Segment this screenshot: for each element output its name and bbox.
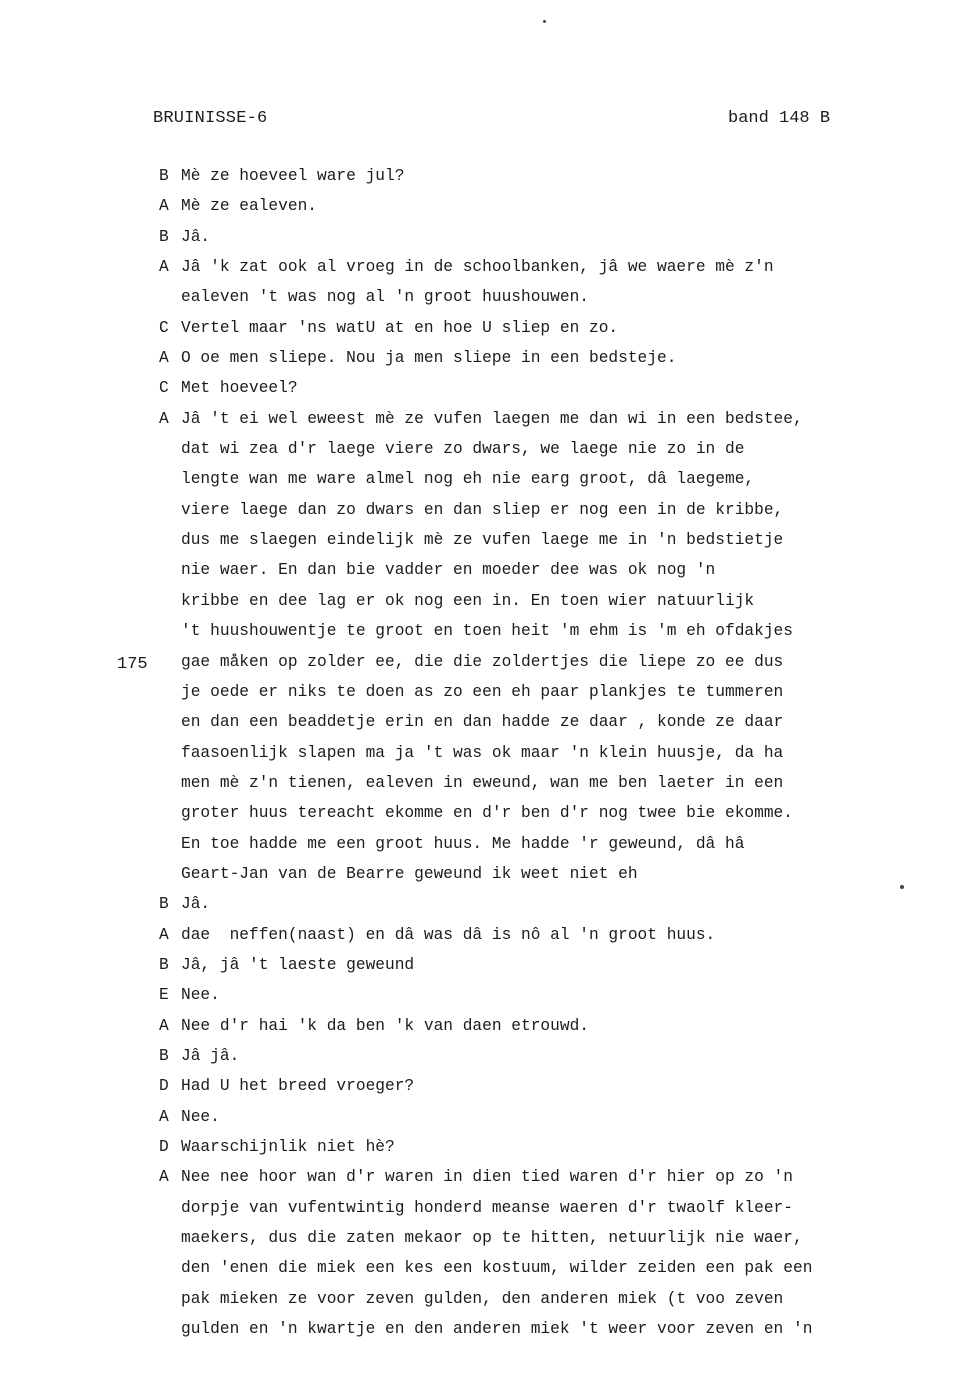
interview-transcript: [159, 164, 939, 1347]
transcript-line: [159, 862, 939, 892]
transcript-line: [159, 528, 939, 558]
utterance-text: den 'enen die miek een kes een kostuum, wilder zeiden een pak een: [181, 1259, 813, 1278]
transcript-line: [159, 710, 939, 740]
utterance-text: Nee d'r hai 'k da ben 'k van daen etrouwd.: [181, 1016, 589, 1035]
transcript-line: [159, 467, 939, 497]
utterance-text: Jâ jâ.: [181, 1046, 240, 1065]
transcript-line: [159, 407, 939, 437]
transcript-line: [159, 923, 939, 953]
speaker-label: A: [159, 409, 169, 428]
transcript-line: [159, 285, 939, 315]
transcript-line: [159, 1196, 939, 1226]
utterance-text: Nee.: [181, 986, 220, 1005]
speaker-label: A: [159, 925, 169, 944]
speaker-label: D: [159, 1077, 169, 1096]
document-id-header: BRUINISSE-6: [153, 109, 268, 128]
utterance-text: Nee.: [181, 1107, 220, 1126]
transcript-line: [159, 558, 939, 588]
utterance-text: men mè z'n tienen, ealeven in eweund, wan me ben laeter in een: [181, 773, 784, 792]
utterance-text: lengte wan me ware almel nog eh nie earg groot, dâ laegeme,: [181, 470, 755, 489]
transcript-line: [159, 650, 939, 680]
utterance-text: maekers, dus die zaten mekaor op te hitten, netuurlijk nie waer,: [181, 1229, 803, 1248]
speaker-label: C: [159, 318, 169, 337]
utterance-text: en dan een beaddetje erin en dan hadde ze daar , konde ze daar: [181, 713, 784, 732]
transcript-line: [159, 1226, 939, 1256]
utterance-text: Nee nee hoor wan d'r waren in dien tied waren d'r hier op zo 'n: [181, 1168, 793, 1187]
utterance-text: 't huushouwentje te groot en toen heit 'm ehm is 'm eh ofdakjes: [181, 622, 793, 641]
margin-line-number: 175: [117, 655, 148, 674]
paper-speck: [543, 20, 546, 23]
tape-number-header: band 148 B: [728, 109, 831, 128]
utterance-text: Waarschijnlik niet hè?: [181, 1138, 395, 1156]
utterance-text: dae neffen(naast) en dâ was dâ is nô al 'n groot huus.: [181, 925, 716, 944]
transcript-line: [159, 771, 939, 801]
transcript-line: [159, 1165, 939, 1195]
transcript-line: [159, 983, 939, 1013]
utterance-text: Jâ 't ei wel eweest mè ze vufen laegen me dan wi in een bedstee,: [181, 409, 803, 428]
speaker-label: A: [159, 1168, 169, 1187]
speaker-label: D: [159, 1138, 169, 1156]
utterance-text: pak mieken ze voor zeven gulden, den anderen miek (t voo zeven: [181, 1289, 784, 1308]
speaker-label: B: [159, 895, 169, 914]
transcript-line: [159, 1256, 939, 1286]
transcript-line: [159, 498, 939, 528]
utterance-text: gulden en 'n kwartje en den anderen miek 't weer voor zeven en 'n: [181, 1320, 813, 1339]
utterance-text: En toe hadde me een groot huus. Me hadde 'r geweund, dâ hâ: [181, 834, 745, 853]
transcript-line: [159, 1135, 939, 1165]
utterance-text: Jâ 'k zat ook al vroeg in de schoolbanken, jâ we waere mè z'n: [181, 258, 774, 277]
utterance-text: dat wi zea d'r laege viere zo dwars, we laege nie zo in de: [181, 440, 745, 459]
speaker-label: A: [159, 1107, 169, 1126]
speaker-label: A: [159, 258, 169, 277]
transcript-line: [159, 801, 939, 831]
speaker-label: B: [159, 1046, 169, 1065]
transcript-line: [159, 1014, 939, 1044]
utterance-text: Jâ.: [181, 895, 211, 914]
utterance-text: gae måken op zolder ee, die die zoldertjes die liepe zo ee dus: [181, 652, 784, 671]
transcript-line: [159, 1317, 939, 1347]
transcript-line: [159, 1044, 939, 1074]
transcript-line: [159, 346, 939, 376]
utterance-text: je oede er niks te doen as zo een eh paar plankjes te tummeren: [181, 682, 784, 701]
transcript-line: [159, 1287, 939, 1317]
transcript-line: [159, 619, 939, 649]
utterance-text: Jâ.: [181, 227, 211, 246]
utterance-text: viere laege dan zo dwars en dan sliep er nog een in de kribbe,: [181, 500, 784, 519]
utterance-text: O oe men sliepe. Nou ja men sliepe in een bedsteje.: [181, 349, 677, 368]
speaker-label: B: [159, 167, 169, 185]
transcript-line: [159, 225, 939, 255]
transcript-line: [159, 589, 939, 619]
utterance-text: groter huus tereacht ekomme en d'r ben d'r nog twee bie ekomme.: [181, 804, 793, 823]
speaker-label: A: [159, 1016, 169, 1035]
speaker-label: B: [159, 227, 169, 246]
utterance-text: kribbe en dee lag er ok nog een in. En toen wier natuurlijk: [181, 591, 755, 610]
transcript-line: [159, 741, 939, 771]
transcript-line: [159, 194, 939, 224]
transcript-line: [159, 1105, 939, 1135]
transcript-line: [159, 892, 939, 922]
transcript-line: [159, 832, 939, 862]
speaker-label: E: [159, 986, 169, 1005]
utterance-text: Mè ze hoeveel ware jul?: [181, 167, 405, 185]
speaker-label: B: [159, 955, 169, 974]
utterance-text: Had U het breed vroeger?: [181, 1077, 415, 1096]
utterance-text: ealeven 't was nog al 'n groot huushouwen.: [181, 288, 589, 307]
transcript-line: [159, 1074, 939, 1104]
transcript-line: [159, 437, 939, 467]
utterance-text: Met hoeveel?: [181, 379, 298, 398]
paper-speck: [900, 885, 904, 889]
transcript-line: [159, 680, 939, 710]
transcript-line: [159, 316, 939, 346]
transcript-line: [159, 164, 939, 194]
speaker-label: C: [159, 379, 169, 398]
utterance-text: Jâ, jâ 't laeste geweund: [181, 955, 415, 974]
transcript-line: [159, 953, 939, 983]
speaker-label: A: [159, 197, 169, 216]
utterance-text: Mè ze ealeven.: [181, 197, 317, 216]
utterance-text: dorpje van vufentwintig honderd meanse waeren d'r twaolf kleer-: [181, 1198, 793, 1217]
utterance-text: faasoenlijk slapen ma ja 't was ok maar 'n klein huusje, da ha: [181, 743, 784, 762]
utterance-text: Geart-Jan van de Bearre geweund ik weet niet eh: [181, 864, 638, 883]
utterance-text: dus me slaegen eindelijk mè ze vufen laege me in 'n bedstietje: [181, 531, 784, 550]
utterance-text: nie waer. En dan bie vadder en moeder dee was ok nog 'n: [181, 561, 716, 580]
transcript-line: [159, 255, 939, 285]
transcript-line: [159, 376, 939, 406]
speaker-label: A: [159, 349, 169, 368]
utterance-text: Vertel maar 'ns watU at en hoe U sliep en zo.: [181, 318, 619, 337]
